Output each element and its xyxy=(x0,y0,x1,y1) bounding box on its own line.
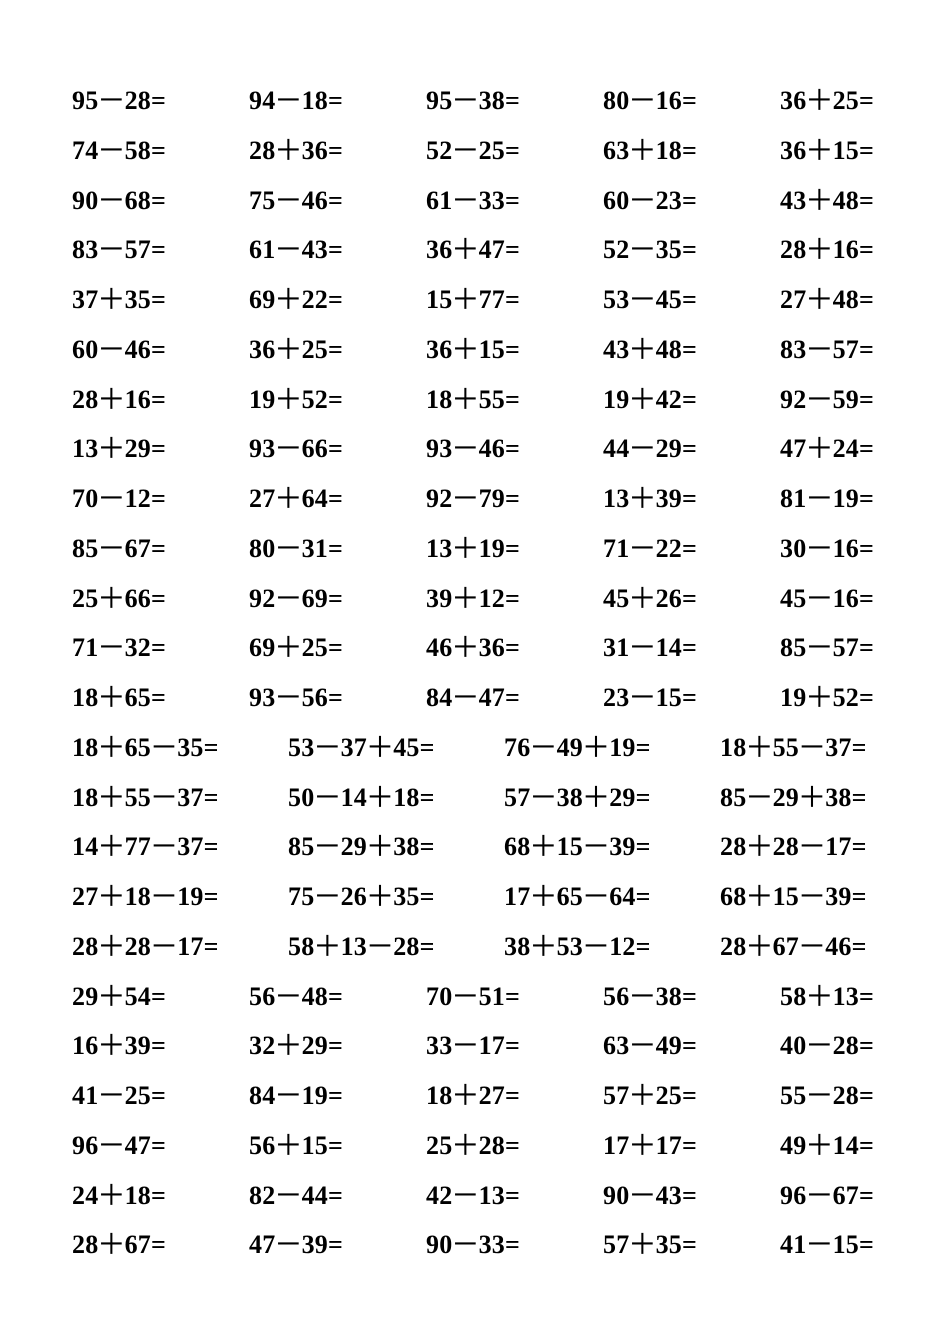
problem-row xyxy=(72,1026,892,1066)
arithmetic-problem: 18＋27= xyxy=(426,1081,521,1110)
arithmetic-problem: 84－19= xyxy=(249,1081,344,1110)
arithmetic-problem: 50－14＋18= xyxy=(288,782,435,812)
arithmetic-problem: 82－44= xyxy=(249,1180,344,1210)
arithmetic-problem: 32＋29= xyxy=(249,1031,344,1061)
arithmetic-problem: 95－28= xyxy=(72,86,167,115)
problem-row xyxy=(72,429,892,469)
arithmetic-problem: 45＋26= xyxy=(603,583,698,613)
arithmetic-problem: 39＋12= xyxy=(426,583,521,613)
arithmetic-problem: 85－67= xyxy=(72,533,167,563)
arithmetic-problem: 69＋25= xyxy=(249,633,344,663)
arithmetic-problem: 49＋14= xyxy=(780,1130,875,1160)
arithmetic-problem: 56－48= xyxy=(249,981,344,1011)
arithmetic-problem: 46＋36= xyxy=(426,633,521,663)
arithmetic-problem: 84－47= xyxy=(426,683,521,712)
arithmetic-problem: 18＋55－37= xyxy=(72,782,219,812)
arithmetic-problem: 81－19= xyxy=(780,484,875,513)
problem-row xyxy=(72,230,892,270)
arithmetic-problem: 90－33= xyxy=(426,1230,521,1260)
arithmetic-problem: 75－26＋35= xyxy=(288,882,435,911)
arithmetic-problem: 33－17= xyxy=(426,1031,521,1061)
arithmetic-problem: 53－45= xyxy=(603,285,698,314)
arithmetic-problem: 56＋15= xyxy=(249,1130,344,1160)
arithmetic-problem: 80－31= xyxy=(249,533,344,563)
arithmetic-problem: 90－68= xyxy=(72,185,167,215)
problem-row xyxy=(72,131,892,171)
problem-row xyxy=(72,479,892,519)
arithmetic-problem: 24＋18= xyxy=(72,1180,167,1210)
arithmetic-problem: 28＋28－17= xyxy=(720,832,867,862)
problem-row xyxy=(72,1176,892,1216)
arithmetic-problem: 58＋13－28= xyxy=(288,931,435,961)
arithmetic-problem: 17＋17= xyxy=(603,1130,698,1160)
problem-row xyxy=(72,927,892,967)
arithmetic-problem: 19＋52= xyxy=(780,683,875,712)
problem-row xyxy=(72,877,892,917)
arithmetic-problem: 63＋18= xyxy=(603,135,698,165)
problem-row xyxy=(72,380,892,420)
arithmetic-problem: 18＋55－37= xyxy=(720,732,867,762)
arithmetic-problem: 68＋15－39= xyxy=(504,832,651,862)
arithmetic-problem: 57＋35= xyxy=(603,1230,698,1260)
arithmetic-problem: 18＋55= xyxy=(426,384,521,414)
arithmetic-problem: 70－51= xyxy=(426,981,521,1011)
arithmetic-problem: 18＋65= xyxy=(72,683,167,712)
arithmetic-problem: 85－29＋38= xyxy=(720,782,867,812)
arithmetic-problem: 96－47= xyxy=(72,1130,167,1160)
arithmetic-problem: 69＋22= xyxy=(249,285,344,314)
arithmetic-problem: 41－15= xyxy=(780,1230,875,1260)
arithmetic-problem: 56－38= xyxy=(603,981,698,1011)
arithmetic-problem: 57＋25= xyxy=(603,1081,698,1110)
arithmetic-problem: 52－35= xyxy=(603,235,698,265)
arithmetic-problem: 13＋19= xyxy=(426,533,521,563)
arithmetic-problem: 52－25= xyxy=(426,135,521,165)
arithmetic-problem: 83－57= xyxy=(780,334,875,364)
arithmetic-problem: 92－79= xyxy=(426,484,521,513)
arithmetic-problem: 93－56= xyxy=(249,683,344,712)
arithmetic-problem: 37＋35= xyxy=(72,285,167,314)
problem-row xyxy=(72,827,892,867)
arithmetic-problem: 38＋53－12= xyxy=(504,931,651,961)
arithmetic-problem: 23－15= xyxy=(603,683,698,712)
arithmetic-problem: 55－28= xyxy=(780,1081,875,1110)
arithmetic-problem: 28＋28－17= xyxy=(72,931,219,961)
arithmetic-problem: 92－59= xyxy=(780,384,875,414)
arithmetic-problem: 36＋47= xyxy=(426,235,521,265)
arithmetic-problem: 28＋36= xyxy=(249,135,344,165)
arithmetic-problem: 42－13= xyxy=(426,1180,521,1210)
arithmetic-problem: 36＋15= xyxy=(426,334,521,364)
arithmetic-problem: 25＋28= xyxy=(426,1130,521,1160)
arithmetic-problem: 43＋48= xyxy=(603,334,698,364)
problem-row xyxy=(72,1225,892,1265)
arithmetic-problem: 71－32= xyxy=(72,633,167,663)
arithmetic-problem: 61－33= xyxy=(426,185,521,215)
arithmetic-problem: 74－58= xyxy=(72,135,167,165)
arithmetic-problem: 96－67= xyxy=(780,1180,875,1210)
arithmetic-problem: 60－23= xyxy=(603,185,698,215)
arithmetic-problem: 83－57= xyxy=(72,235,167,265)
arithmetic-problem: 16＋39= xyxy=(72,1031,167,1061)
arithmetic-problem: 63－49= xyxy=(603,1031,698,1061)
arithmetic-problem: 47－39= xyxy=(249,1230,344,1260)
arithmetic-problem: 43＋48= xyxy=(780,185,875,215)
arithmetic-problem: 70－12= xyxy=(72,484,167,513)
problem-row xyxy=(72,1126,892,1166)
arithmetic-problem: 53－37＋45= xyxy=(288,732,435,762)
problem-row xyxy=(72,1076,892,1116)
arithmetic-problem: 30－16= xyxy=(780,533,875,563)
arithmetic-problem: 92－69= xyxy=(249,583,344,613)
arithmetic-problem: 61－43= xyxy=(249,235,344,265)
arithmetic-problem: 60－46= xyxy=(72,334,167,364)
arithmetic-problem: 71－22= xyxy=(603,533,698,563)
problem-row xyxy=(72,330,892,370)
problem-row xyxy=(72,81,892,121)
arithmetic-problem: 58＋13= xyxy=(780,981,875,1011)
arithmetic-problem: 95－38= xyxy=(426,86,521,115)
arithmetic-problem: 45－16= xyxy=(780,583,875,613)
arithmetic-problem: 93－66= xyxy=(249,434,344,464)
problem-row xyxy=(72,778,892,818)
arithmetic-problem: 25＋66= xyxy=(72,583,167,613)
arithmetic-problem: 29＋54= xyxy=(72,981,167,1011)
arithmetic-problem: 13＋29= xyxy=(72,434,167,464)
arithmetic-problem: 36＋25= xyxy=(249,334,344,364)
problem-row xyxy=(72,628,892,668)
problem-row xyxy=(72,181,892,221)
arithmetic-problem: 76－49＋19= xyxy=(504,732,651,762)
arithmetic-problem: 15＋77= xyxy=(426,285,521,314)
arithmetic-problem: 18＋65－35= xyxy=(72,732,219,762)
problem-row xyxy=(72,280,892,320)
arithmetic-problem: 94－18= xyxy=(249,86,344,115)
arithmetic-problem: 44－29= xyxy=(603,434,698,464)
arithmetic-problem: 14＋77－37= xyxy=(72,832,219,862)
arithmetic-problem: 68＋15－39= xyxy=(720,882,867,911)
problem-row xyxy=(72,579,892,619)
arithmetic-problem: 28＋67= xyxy=(72,1230,167,1260)
arithmetic-problem: 80－16= xyxy=(603,86,698,115)
problem-row xyxy=(72,977,892,1017)
arithmetic-problem: 31－14= xyxy=(603,633,698,663)
problem-row xyxy=(72,678,892,718)
arithmetic-problem: 13＋39= xyxy=(603,484,698,513)
arithmetic-problem: 17＋65－64= xyxy=(504,882,651,911)
arithmetic-problem: 28＋16= xyxy=(72,384,167,414)
arithmetic-problem: 85－57= xyxy=(780,633,875,663)
arithmetic-problem: 19＋42= xyxy=(603,384,698,414)
arithmetic-problem: 36＋15= xyxy=(780,135,875,165)
arithmetic-problem: 40－28= xyxy=(780,1031,875,1061)
arithmetic-problem: 57－38＋29= xyxy=(504,782,651,812)
arithmetic-problem: 27＋64= xyxy=(249,484,344,513)
arithmetic-problem: 36＋25= xyxy=(780,86,875,115)
arithmetic-problem: 41－25= xyxy=(72,1081,167,1110)
arithmetic-problem: 90－43= xyxy=(603,1180,698,1210)
arithmetic-problem: 28＋16= xyxy=(780,235,875,265)
arithmetic-problem: 27＋18－19= xyxy=(72,882,219,911)
problem-row xyxy=(72,728,892,768)
arithmetic-problem: 75－46= xyxy=(249,185,344,215)
arithmetic-problem: 27＋48= xyxy=(780,285,875,314)
arithmetic-problem: 19＋52= xyxy=(249,384,344,414)
arithmetic-problem: 47＋24= xyxy=(780,434,875,464)
arithmetic-problem: 28＋67－46= xyxy=(720,931,867,961)
problem-row xyxy=(72,529,892,569)
arithmetic-problem: 93－46= xyxy=(426,434,521,464)
arithmetic-problem: 85－29＋38= xyxy=(288,832,435,862)
